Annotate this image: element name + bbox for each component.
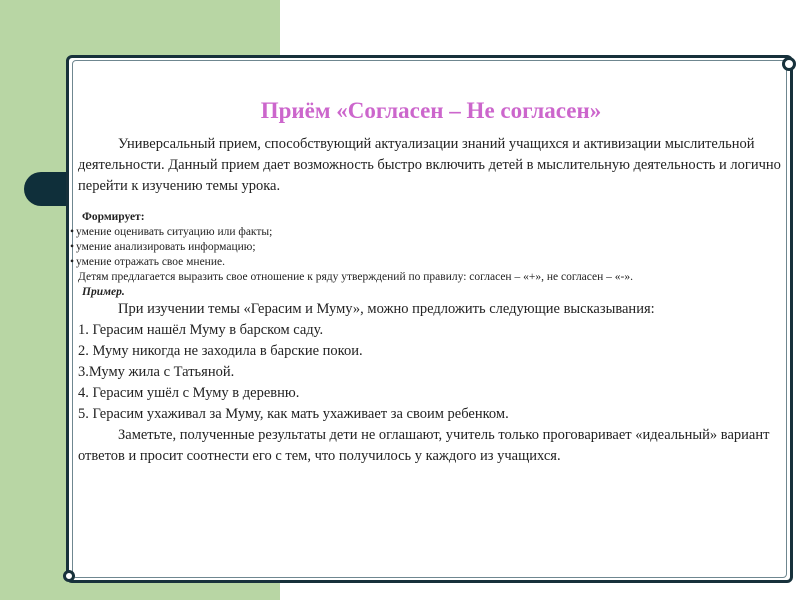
- example-heading: Пример.: [82, 286, 125, 298]
- intro-paragraph: Универсальный прием, способствующий актуализации знаний учащихся и активизации мыслительной деятельности. Данный прием дает возможность быстро включить детей в мыслительную деятельность и логично перейти к изучению темы урока.: [78, 136, 781, 194]
- scroll-curl-bottom-left: [63, 570, 75, 582]
- skills-list: [70, 225, 784, 270]
- statement-2: 2. Муму никогда не заходила в барские покои.: [78, 343, 363, 359]
- scroll-curl-top-right: [782, 57, 796, 71]
- conclusion-paragraph: Заметьте, полученные результаты дети не оглашают, учитель только проговаривает «идеальный» вариант ответов и просит соотнести его с тем, что получилось у каждого из учащихся.: [78, 427, 770, 464]
- example-intro: При изучении темы «Герасим и Муму», можно предложить следующие высказывания:: [118, 301, 655, 317]
- list-item: • умение отражать свое мнение.: [70, 255, 784, 270]
- slide-content: [78, 98, 784, 467]
- statement-1: 1. Герасим нашёл Муму в барском саду.: [78, 322, 324, 338]
- instruction-text: Детям предлагается выразить свое отношение к ряду утверждений по правилу: согласен – «+», не согласен – «-».: [78, 271, 633, 283]
- list-item: • умение анализировать информацию;: [70, 240, 784, 255]
- slide-title: Приём «Согласен – Не согласен»: [260, 98, 602, 123]
- forms-heading: Формирует:: [82, 211, 145, 223]
- statement-4: 4. Герасим ушёл с Муму в деревню.: [78, 385, 300, 401]
- list-item: • умение оценивать ситуацию или факты;: [70, 225, 784, 240]
- statement-5: 5. Герасим ухаживал за Муму, как мать ухаживает за своим ребенком.: [78, 406, 509, 422]
- statement-3: 3.Муму жила с Татьяной.: [78, 364, 235, 380]
